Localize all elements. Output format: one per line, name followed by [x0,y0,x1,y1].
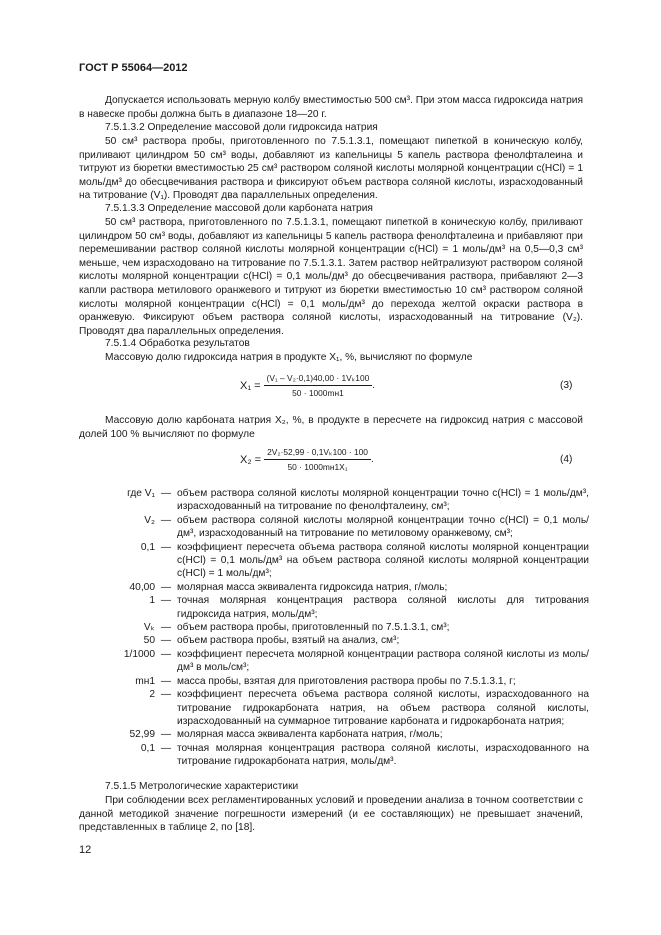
definition-row [79,648,589,675]
formula-3-number: (3) [560,380,573,391]
dash: — [160,648,172,660]
definition-text: объем раствора соляной кислоты молярной концентрации точно c(HCl) = 1 моль/дм³, израсходованный на титрование по фенолфталеину, см³; [177,488,589,513]
dash: — [160,675,172,687]
formula-3-numerator: (V₁ – V₂·0,1)40,00 · 1Vₖ100 [264,372,373,386]
formula-4-number: (4) [560,454,573,465]
formula-3-denominator: 50 · 1000mн1 [292,388,344,398]
definition-symbol: где V₁ [127,488,155,499]
definition-symbol: 52,99 [129,729,155,741]
definitions-list [79,487,589,769]
formula-4-fraction [264,446,371,473]
paragraph-flask-note: Допускается использовать мерную колбу вместимостью 500 см³. При этом масса гидроксида натрия в навеске пробы должна быть в диапазоне 18—20 г. [79,95,583,120]
definition-row [79,742,589,769]
definition-symbol: 2 [149,689,155,701]
page-number: 12 [79,844,92,856]
section-title-7-5-1-3-3: 7.5.1.3.3 Определение массовой доли карбоната натрия [105,203,373,214]
formula-4-lhs: X₂ = [240,453,262,466]
definition-symbol: 50 [143,635,155,647]
formula-3-tail: . [372,380,376,392]
paragraph-formula-3-intro: Массовую долю гидроксида натрия в продукте X₁, %, вычисляют по формуле [105,352,473,363]
definition-text: объем раствора соляной кислоты молярной концентрации точно c(HCl) = 0,1 моль/дм³, израсходованный на титрование по метиловому оранжевому, см³; [177,514,589,540]
definition-row [79,728,589,741]
dash: — [160,581,172,593]
document-header: ГОСТ Р 55064—2012 [79,62,188,74]
definition-text: коэффициент пересчета молярной концентрации раствора соляной кислоты из моль/дм³ в моль/см³; [177,648,589,674]
section-title-7-5-1-5: 7.5.1.5 Метрологические характеристики [105,781,299,792]
definition-text: объем раствора пробы, приготовленный по 7.5.1.3.1, см³; [177,622,450,634]
definition-row [79,688,589,728]
paragraph-formula-4-intro: Массовую долю карбоната натрия X₂, %, в продукте в пересчете на гидроксид натрия с массовой долей 100 % вычисляют по формуле [79,415,583,440]
definition-text: масса пробы, взятая для приготовления раствора пробы по 7.5.1.3.1, г; [177,675,516,687]
dash: — [160,729,172,741]
definition-symbol: V₂ [144,514,155,526]
section-title-7-5-1-4: 7.5.1.4 Обработка результатов [105,338,250,349]
definition-symbol: Vₖ [143,622,155,634]
formula-4-tail: . [370,454,374,466]
dash: — [160,514,172,526]
formula-4-denominator: 50 · 1000mн1X₁ [287,462,348,472]
formula-3-lhs: X₁ = [240,379,261,392]
paragraph-sodium-hydroxide: 50 см³ раствора пробы, приготовленного по 7.5.1.3.1, помещают пипеткой в коническую колбу, приливают цилиндром 50 см³ воды, добавляют из капельницы 5 капель раствора фенолфталеина и титруют из бюретки вместимостью 25 см³ раствором соляной кислоты молярной концентрации c(HCl) = 1 моль/дм³ до обесцвечивания раствора и фиксируют объем раствора соляной кислоты, израсходованный на титрование (V₁). Проводят два параллельных определения. [79,136,583,202]
formula-3-fraction [264,372,376,399]
formula-4 [240,446,374,473]
paragraph-metrology: При соблюдении всех регламентированных условий и проведении анализа в точном соответствии с данной методикой значение погрешности измерений (и ее составляющих) не превышает значений, представленных в таблице 2, по [18]. [79,795,583,834]
definition-text: точная молярная концентрация раствора соляной кислоты, израсходованного на титрование гидрокарбоната натрия, моль/дм³. [177,742,589,768]
definition-text: молярная масса эквивалента гидроксида натрия, г/моль; [177,581,448,593]
definition-symbol: 0,1 [140,541,155,553]
dash: — [160,488,172,499]
definition-symbol: 1 [149,595,155,607]
dash: — [160,541,172,553]
definition-row [79,634,589,647]
definition-text: точная молярная концентрация раствора соляной кислоты для титрования гидроксида натрия, моль/дм³; [177,595,589,620]
formula-4-numerator: 2V₂·52,99 · 0,1Vₖ100 · 100 [264,446,371,460]
definition-row [79,675,589,688]
definition-symbol: 40,00 [129,581,155,593]
definition-text: молярная масса эквивалента карбоната натрия, г/моль; [177,729,443,741]
formula-3 [240,372,375,399]
definition-row [79,581,589,594]
definition-symbol: mн1 [135,675,155,687]
dash: — [160,635,172,647]
definition-symbol: 1/1000 [123,648,155,660]
definition-row [79,487,589,514]
paragraph-sodium-carbonate: 50 см³ раствора, приготовленного по 7.5.1.3.1, помещают пипеткой в коническую колбу, приливают цилиндром 50 см³ воды, добавляют из капельницы 5 капель раствора фенолфталеина и прибавляют при перемешивании раствор соляной кислоты молярной концентрации c(HCl) = 1 моль/дм³ на 0,5—0,3 см³ меньше, чем израсходовано на титрование по 7.5.1.3.1. Затем раствор нейтрализуют раствором соляной кислоты молярной концентрации c(HCl) = 0,1 моль/дм³ до обесцвечивания раствора, прибавляют 2—3 капли раствора метилового оранжевого и титруют из бюретки вместимостью 10 см³ раствором соляной кислоты молярной концентрации c(HCl) = 0,1 моль/дм³ до перехода желтой окраски раствора в оранжевую. Фиксируют объем раствора соляной кислоты, израсходованный на титрование (V₂). Проводят два параллельных определения. [79,217,583,337]
definition-text: коэффициент пересчета объема раствора соляной кислоты молярной концентрации c(HCl) = 0,1 моль/дм³ на объем раствора соляной кислоты молярной концентрации c(HCl) = 1 моль/дм³; [177,541,589,580]
definition-row [79,594,589,621]
definition-row [79,541,589,581]
section-title-7-5-1-3-2: 7.5.1.3.2 Определение массовой доли гидроксида натрия [105,122,378,133]
dash: — [160,742,172,754]
definition-row [79,621,589,634]
dash: — [160,622,172,634]
definition-text: коэффициент пересчета объема раствора соляной кислоты, израсходованного на титрование гидрокарбоната натрия, на объем раствора соляной кислоты, израсходованный на суммарное титрование карбоната и гидрокарбоната натрия; [177,689,589,727]
dash: — [160,595,172,607]
definition-symbol: 0,1 [140,742,155,754]
definition-row [79,514,589,541]
dash: — [160,689,172,701]
definition-text: объем раствора пробы, взятый на анализ, см³; [177,635,400,647]
